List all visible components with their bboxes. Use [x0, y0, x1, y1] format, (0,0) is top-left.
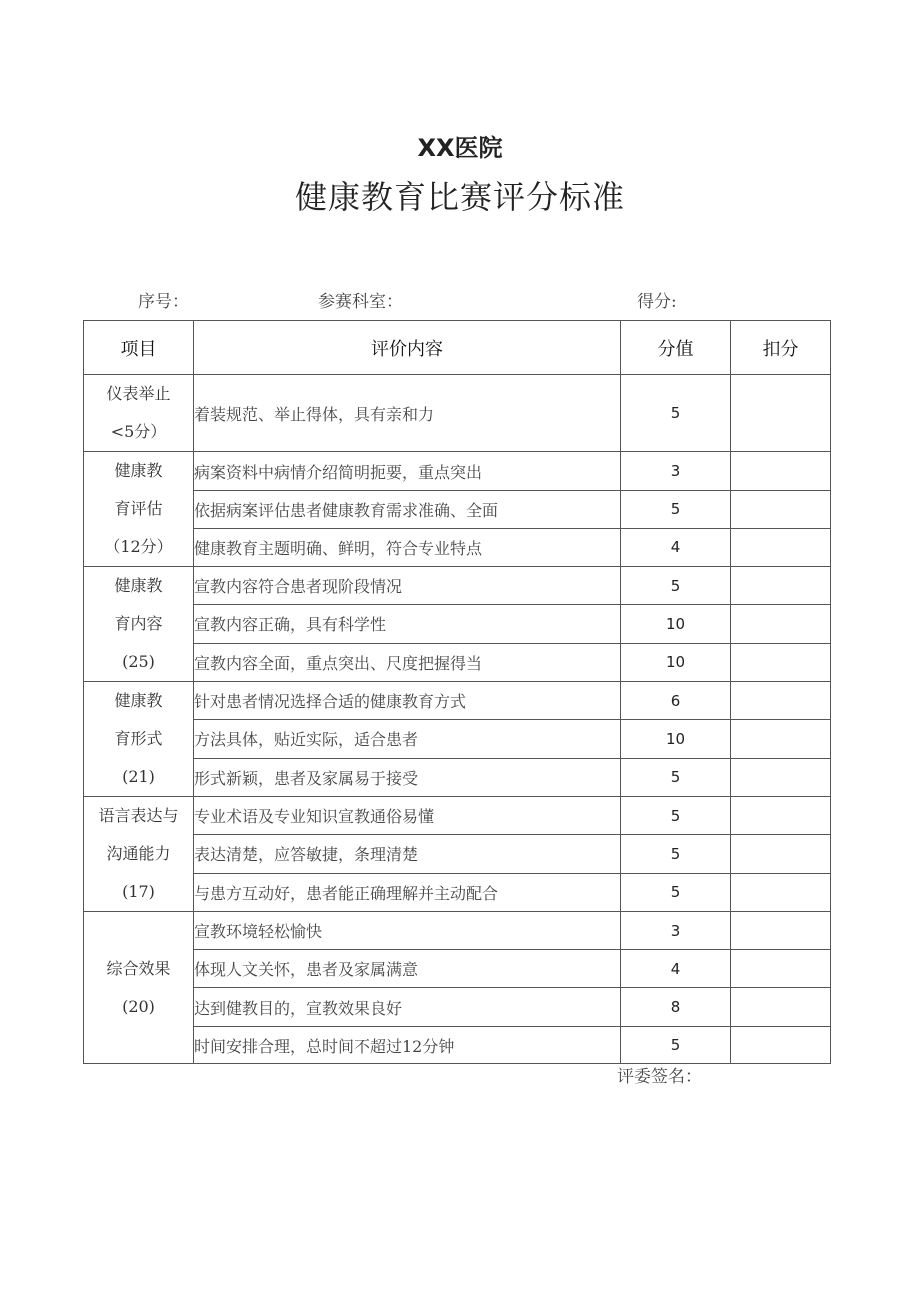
- category-line: 健康教: [114, 691, 163, 710]
- category-cell: [84, 452, 194, 567]
- points-cell: 5: [621, 375, 731, 452]
- category-line: (25): [122, 652, 155, 671]
- table-row: [84, 950, 831, 988]
- points-cell: 5: [621, 1027, 731, 1064]
- category-cell: [84, 912, 194, 1064]
- table-row: [84, 758, 831, 796]
- deduct-cell[interactable]: [731, 758, 831, 796]
- header-item: 项目: [84, 321, 194, 375]
- header-content: 评价内容: [194, 321, 621, 375]
- points-cell: 5: [621, 835, 731, 873]
- points-cell: 10: [621, 605, 731, 643]
- category-cell: [84, 682, 194, 797]
- deduct-cell[interactable]: [731, 528, 831, 566]
- hospital-name: XX医院: [417, 134, 503, 162]
- criteria-cell: 专业术语及专业知识宣教通俗易懂: [194, 797, 621, 835]
- table-row: [84, 682, 831, 720]
- deduct-cell[interactable]: [731, 797, 831, 835]
- table-row: [84, 873, 831, 911]
- criteria-cell: 着装规范、举止得体，具有亲和力: [194, 375, 621, 452]
- category-line: 仪表举止: [106, 384, 171, 403]
- table-body: [84, 375, 831, 1064]
- criteria-cell: 宣教环境轻松愉快: [194, 912, 621, 950]
- criteria-cell: 与患方互动好，患者能正确理解并主动配合: [194, 873, 621, 911]
- criteria-cell: 方法具体，贴近实际，适合患者: [194, 720, 621, 758]
- header-deduct: 扣分: [731, 321, 831, 375]
- criteria-cell: 针对患者情况选择合适的健康教育方式: [194, 682, 621, 720]
- table-row: [84, 643, 831, 681]
- table-row: [84, 797, 831, 835]
- points-cell: 4: [621, 950, 731, 988]
- category-cell: [84, 567, 194, 682]
- criteria-cell: 病案资料中病情介绍简明扼要，重点突出: [194, 452, 621, 491]
- criteria-cell: 达到健教目的，宣教效果良好: [194, 988, 621, 1027]
- score-label: 得分:: [637, 292, 677, 312]
- scoring-table: [83, 320, 831, 1064]
- category-line: 综合效果: [106, 958, 171, 978]
- criteria-cell: 依据病案评估患者健康教育需求准确、全面: [194, 491, 621, 528]
- header-points: 分值: [621, 321, 731, 375]
- points-cell: 4: [621, 528, 731, 566]
- criteria-cell: 健康教育主题明确、鲜明，符合专业特点: [194, 528, 621, 566]
- deduct-cell[interactable]: [731, 720, 831, 758]
- points-cell: 5: [621, 567, 731, 605]
- category-line: 育评估: [114, 499, 163, 518]
- category-line: <5分）: [110, 422, 167, 441]
- criteria-cell: 宣教内容正确，具有科学性: [194, 605, 621, 643]
- category-line: 语言表达与: [98, 806, 179, 825]
- seq-label: 序号：: [138, 292, 189, 312]
- criteria-cell: 体现人文关怀，患者及家属满意: [194, 950, 621, 988]
- category-line: (20): [122, 996, 155, 1016]
- table-row: [84, 912, 831, 950]
- category-line: 育形式: [114, 729, 163, 748]
- table-header-row: [84, 321, 831, 375]
- table-row: [84, 1027, 831, 1064]
- deduct-cell[interactable]: [731, 835, 831, 873]
- deduct-cell[interactable]: [731, 1027, 831, 1064]
- table-row: [84, 988, 831, 1027]
- judge-signature-label: 评委签名：: [617, 1067, 702, 1087]
- category-line: 育内容: [114, 614, 163, 633]
- points-cell: 3: [621, 912, 731, 950]
- deduct-cell[interactable]: [731, 452, 831, 491]
- deduct-cell[interactable]: [731, 988, 831, 1027]
- table-row: [84, 605, 831, 643]
- points-cell: 3: [621, 452, 731, 491]
- points-cell: 8: [621, 988, 731, 1027]
- dept-label: 参赛科室：: [318, 292, 403, 312]
- points-cell: 5: [621, 491, 731, 528]
- category-cell: [84, 375, 194, 452]
- category-line: (21): [122, 767, 155, 786]
- deduct-cell[interactable]: [731, 643, 831, 681]
- category-line: （12分）: [104, 537, 173, 556]
- category-line: 健康教: [114, 461, 163, 480]
- criteria-cell: 宣教内容符合患者现阶段情况: [194, 567, 621, 605]
- points-cell: 5: [621, 758, 731, 796]
- category-line: (17): [122, 882, 155, 901]
- deduct-cell[interactable]: [731, 375, 831, 452]
- points-cell: 10: [621, 720, 731, 758]
- category-line: 健康教: [114, 576, 163, 595]
- points-cell: 5: [621, 873, 731, 911]
- category-cell: [84, 797, 194, 912]
- table-row: [84, 835, 831, 873]
- criteria-cell: 形式新颖，患者及家属易于接受: [194, 758, 621, 796]
- criteria-cell: 表达清楚，应答敏捷，条理清楚: [194, 835, 621, 873]
- category-line: 沟通能力: [106, 844, 171, 863]
- criteria-cell: 时间安排合理，总时间不超过12分钟: [194, 1027, 621, 1064]
- deduct-cell[interactable]: [731, 682, 831, 720]
- table-row: [84, 528, 831, 566]
- deduct-cell[interactable]: [731, 605, 831, 643]
- criteria-cell: 宣教内容全面，重点突出、尺度把握得当: [194, 643, 621, 681]
- table-row: [84, 491, 831, 528]
- deduct-cell[interactable]: [731, 950, 831, 988]
- deduct-cell[interactable]: [731, 873, 831, 911]
- deduct-cell[interactable]: [731, 912, 831, 950]
- deduct-cell[interactable]: [731, 567, 831, 605]
- deduct-cell[interactable]: [731, 491, 831, 528]
- table-row: [84, 375, 831, 452]
- points-cell: 5: [621, 797, 731, 835]
- table-row: [84, 567, 831, 605]
- page-title: 健康教育比赛评分标准: [294, 178, 625, 216]
- points-cell: 6: [621, 682, 731, 720]
- table-row: [84, 720, 831, 758]
- table-row: [84, 452, 831, 491]
- points-cell: 10: [621, 643, 731, 681]
